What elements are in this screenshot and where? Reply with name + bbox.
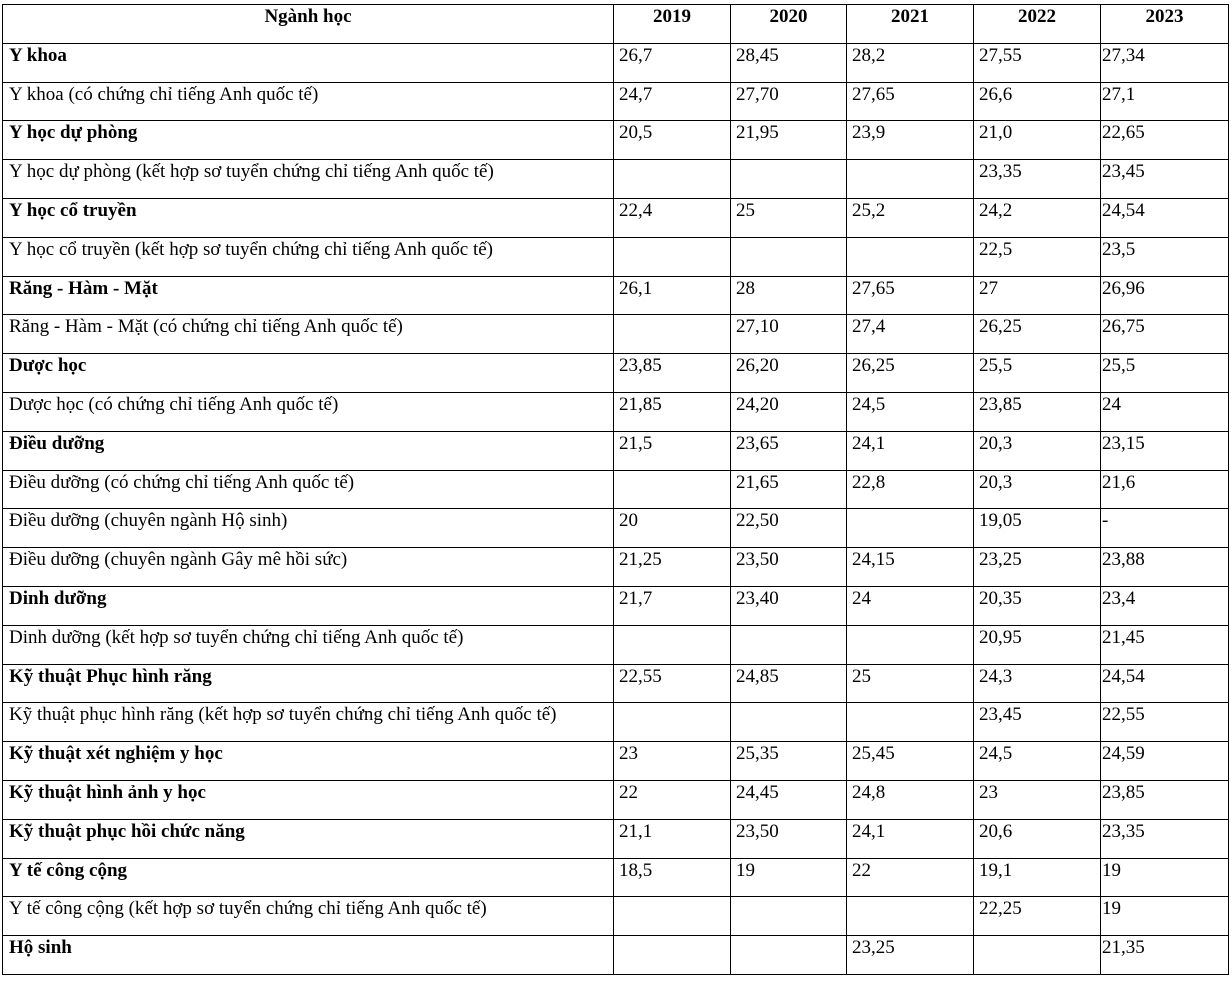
- score-cell-2021: 22,8: [847, 470, 974, 509]
- table-row: [3, 354, 1229, 393]
- score-cell-2022: 20,95: [974, 625, 1101, 664]
- major-name-cell: Răng - Hàm - Mặt: [3, 276, 614, 315]
- score-cell-2020: 28,45: [731, 43, 847, 82]
- score-cell-2023: 21,45: [1101, 625, 1229, 664]
- score-cell-2023: 24,54: [1101, 198, 1229, 237]
- score-cell-2019: 18,5: [614, 858, 731, 897]
- table-row: [3, 703, 1229, 742]
- score-cell-2020: [731, 160, 847, 199]
- score-cell-2020: 27,70: [731, 82, 847, 121]
- score-cell-2023: 19: [1101, 858, 1229, 897]
- score-cell-2023: 27,1: [1101, 82, 1229, 121]
- score-cell-2019: 22,55: [614, 664, 731, 703]
- major-name-cell: Y học dự phòng (kết hợp sơ tuyển chứng chỉ tiếng Anh quốc tế): [3, 160, 614, 199]
- score-cell-2022: 22,5: [974, 237, 1101, 276]
- score-cell-2022: 24,2: [974, 198, 1101, 237]
- score-cell-2020: [731, 237, 847, 276]
- score-cell-2019: [614, 703, 731, 742]
- table-row: [3, 198, 1229, 237]
- score-cell-2021: 27,65: [847, 276, 974, 315]
- score-cell-2021: 22: [847, 858, 974, 897]
- score-cell-2022: 23,85: [974, 392, 1101, 431]
- score-cell-2023: -: [1101, 509, 1229, 548]
- major-name-cell: Kỹ thuật phục hồi chức năng: [3, 819, 614, 858]
- table-row: [3, 509, 1229, 548]
- table-row: [3, 237, 1229, 276]
- table-row: [3, 664, 1229, 703]
- score-cell-2023: 23,4: [1101, 586, 1229, 625]
- major-name-cell: Điều dưỡng (chuyên ngành Hộ sinh): [3, 509, 614, 548]
- score-cell-2021: [847, 625, 974, 664]
- score-cell-2019: 26,7: [614, 43, 731, 82]
- score-cell-2023: 25,5: [1101, 354, 1229, 393]
- score-cell-2019: 23,85: [614, 354, 731, 393]
- score-cell-2023: 22,65: [1101, 121, 1229, 160]
- score-cell-2020: 23,50: [731, 819, 847, 858]
- score-cell-2020: 23,65: [731, 431, 847, 470]
- score-cell-2020: 28: [731, 276, 847, 315]
- score-cell-2022: 27,55: [974, 43, 1101, 82]
- score-cell-2021: 26,25: [847, 354, 974, 393]
- score-cell-2022: 20,35: [974, 586, 1101, 625]
- score-cell-2019: 21,85: [614, 392, 731, 431]
- score-cell-2021: 25: [847, 664, 974, 703]
- score-cell-2021: 23,9: [847, 121, 974, 160]
- score-cell-2022: 27: [974, 276, 1101, 315]
- header-year-2019: 2019: [614, 5, 731, 44]
- score-cell-2020: 21,65: [731, 470, 847, 509]
- score-cell-2021: 27,4: [847, 315, 974, 354]
- header-year-2020: 2020: [731, 5, 847, 44]
- score-cell-2020: 23,50: [731, 548, 847, 587]
- major-name-cell: Y tế công cộng (kết hợp sơ tuyển chứng chỉ tiếng Anh quốc tế): [3, 897, 614, 936]
- table-header-row: [3, 5, 1229, 44]
- score-cell-2023: 21,6: [1101, 470, 1229, 509]
- header-year-2023: 2023: [1101, 5, 1229, 44]
- score-cell-2023: 23,88: [1101, 548, 1229, 587]
- score-cell-2019: 21,25: [614, 548, 731, 587]
- score-cell-2023: 24: [1101, 392, 1229, 431]
- score-cell-2021: 25,45: [847, 742, 974, 781]
- score-cell-2022: 23,45: [974, 703, 1101, 742]
- major-name-cell: Y học cổ truyền: [3, 198, 614, 237]
- score-cell-2022: 20,3: [974, 431, 1101, 470]
- score-cell-2020: 25,35: [731, 742, 847, 781]
- table-row: [3, 160, 1229, 199]
- score-cell-2020: 23,40: [731, 586, 847, 625]
- score-cell-2020: 25: [731, 198, 847, 237]
- table-row: [3, 43, 1229, 82]
- score-cell-2023: 24,59: [1101, 742, 1229, 781]
- score-cell-2023: 23,45: [1101, 160, 1229, 199]
- major-name-cell: Y học dự phòng: [3, 121, 614, 160]
- score-cell-2021: 23,25: [847, 936, 974, 975]
- score-cell-2023: 23,35: [1101, 819, 1229, 858]
- score-cell-2019: [614, 897, 731, 936]
- score-cell-2022: 23,35: [974, 160, 1101, 199]
- table-row: [3, 315, 1229, 354]
- major-name-cell: Dược học: [3, 354, 614, 393]
- score-cell-2019: 22: [614, 780, 731, 819]
- score-cell-2023: 27,34: [1101, 43, 1229, 82]
- score-cell-2023: 26,96: [1101, 276, 1229, 315]
- score-cell-2019: 20: [614, 509, 731, 548]
- score-cell-2022: 23: [974, 780, 1101, 819]
- major-name-cell: Điều dưỡng: [3, 431, 614, 470]
- table-row: [3, 742, 1229, 781]
- score-cell-2020: 22,50: [731, 509, 847, 548]
- table-row: [3, 431, 1229, 470]
- score-cell-2022: 24,5: [974, 742, 1101, 781]
- score-cell-2022: 20,6: [974, 819, 1101, 858]
- score-cell-2020: [731, 897, 847, 936]
- score-cell-2020: 24,85: [731, 664, 847, 703]
- score-cell-2019: [614, 315, 731, 354]
- score-cell-2022: 19,1: [974, 858, 1101, 897]
- score-cell-2020: 26,20: [731, 354, 847, 393]
- major-name-cell: Kỹ thuật xét nghiệm y học: [3, 742, 614, 781]
- score-cell-2022: 26,25: [974, 315, 1101, 354]
- score-cell-2022: 23,25: [974, 548, 1101, 587]
- score-cell-2020: [731, 936, 847, 975]
- score-cell-2019: 26,1: [614, 276, 731, 315]
- score-cell-2019: 21,5: [614, 431, 731, 470]
- table-row: [3, 121, 1229, 160]
- score-cell-2021: 28,2: [847, 43, 974, 82]
- score-cell-2021: [847, 897, 974, 936]
- major-name-cell: Kỹ thuật phục hình răng (kết hợp sơ tuyển chứng chỉ tiếng Anh quốc tế): [3, 703, 614, 742]
- table-row: [3, 392, 1229, 431]
- header-year-2021: 2021: [847, 5, 974, 44]
- score-cell-2023: 26,75: [1101, 315, 1229, 354]
- table-row: [3, 586, 1229, 625]
- score-cell-2023: 23,85: [1101, 780, 1229, 819]
- score-cell-2019: 24,7: [614, 82, 731, 121]
- major-name-cell: Dinh dưỡng: [3, 586, 614, 625]
- score-cell-2020: 27,10: [731, 315, 847, 354]
- score-cell-2022: [974, 936, 1101, 975]
- header-year-2022: 2022: [974, 5, 1101, 44]
- score-cell-2021: 24,15: [847, 548, 974, 587]
- major-name-cell: Kỹ thuật Phục hình răng: [3, 664, 614, 703]
- score-cell-2021: 27,65: [847, 82, 974, 121]
- major-name-cell: Dinh dưỡng (kết hợp sơ tuyển chứng chỉ tiếng Anh quốc tế): [3, 625, 614, 664]
- score-cell-2019: [614, 936, 731, 975]
- table-row: [3, 470, 1229, 509]
- score-cell-2021: [847, 237, 974, 276]
- score-cell-2020: 24,20: [731, 392, 847, 431]
- score-cell-2023: 22,55: [1101, 703, 1229, 742]
- score-cell-2022: 22,25: [974, 897, 1101, 936]
- score-cell-2019: 21,7: [614, 586, 731, 625]
- major-name-cell: Kỹ thuật hình ảnh y học: [3, 780, 614, 819]
- major-name-cell: Điều dưỡng (chuyên ngành Gây mê hồi sức): [3, 548, 614, 587]
- score-cell-2020: 21,95: [731, 121, 847, 160]
- score-cell-2021: 25,2: [847, 198, 974, 237]
- score-cell-2021: [847, 509, 974, 548]
- score-cell-2022: 26,6: [974, 82, 1101, 121]
- table-row: [3, 82, 1229, 121]
- table-body: [3, 43, 1229, 974]
- major-name-cell: Dược học (có chứng chỉ tiếng Anh quốc tế): [3, 392, 614, 431]
- score-cell-2019: [614, 470, 731, 509]
- score-cell-2023: 19: [1101, 897, 1229, 936]
- score-cell-2019: 23: [614, 742, 731, 781]
- score-cell-2021: 24: [847, 586, 974, 625]
- score-cell-2022: 25,5: [974, 354, 1101, 393]
- score-cell-2019: [614, 237, 731, 276]
- header-major: Ngành học: [3, 5, 614, 44]
- score-cell-2019: 22,4: [614, 198, 731, 237]
- score-cell-2019: 21,1: [614, 819, 731, 858]
- score-cell-2022: 20,3: [974, 470, 1101, 509]
- score-cell-2022: 21,0: [974, 121, 1101, 160]
- major-name-cell: Y học cổ truyền (kết hợp sơ tuyển chứng chỉ tiếng Anh quốc tế): [3, 237, 614, 276]
- score-cell-2023: 24,54: [1101, 664, 1229, 703]
- table-row: [3, 625, 1229, 664]
- score-cell-2021: 24,8: [847, 780, 974, 819]
- score-cell-2023: 21,35: [1101, 936, 1229, 975]
- major-name-cell: Y khoa: [3, 43, 614, 82]
- score-cell-2020: 19: [731, 858, 847, 897]
- table-row: [3, 276, 1229, 315]
- score-cell-2020: 24,45: [731, 780, 847, 819]
- admission-scores-table: [2, 4, 1229, 975]
- score-cell-2021: [847, 703, 974, 742]
- table-row: [3, 936, 1229, 975]
- table-row: [3, 819, 1229, 858]
- major-name-cell: Y tế công cộng: [3, 858, 614, 897]
- score-cell-2020: [731, 703, 847, 742]
- major-name-cell: Điều dưỡng (có chứng chỉ tiếng Anh quốc tế): [3, 470, 614, 509]
- score-cell-2020: [731, 625, 847, 664]
- score-cell-2021: 24,5: [847, 392, 974, 431]
- score-cell-2019: [614, 625, 731, 664]
- major-name-cell: Răng - Hàm - Mặt (có chứng chỉ tiếng Anh quốc tế): [3, 315, 614, 354]
- score-cell-2021: 24,1: [847, 819, 974, 858]
- table-row: [3, 897, 1229, 936]
- score-cell-2022: 24,3: [974, 664, 1101, 703]
- score-cell-2022: 19,05: [974, 509, 1101, 548]
- score-cell-2021: 24,1: [847, 431, 974, 470]
- score-cell-2019: [614, 160, 731, 199]
- score-cell-2021: [847, 160, 974, 199]
- score-cell-2023: 23,15: [1101, 431, 1229, 470]
- table-row: [3, 780, 1229, 819]
- score-cell-2019: 20,5: [614, 121, 731, 160]
- major-name-cell: Y khoa (có chứng chỉ tiếng Anh quốc tế): [3, 82, 614, 121]
- table-row: [3, 858, 1229, 897]
- table-row: [3, 548, 1229, 587]
- score-cell-2023: 23,5: [1101, 237, 1229, 276]
- major-name-cell: Hộ sinh: [3, 936, 614, 975]
